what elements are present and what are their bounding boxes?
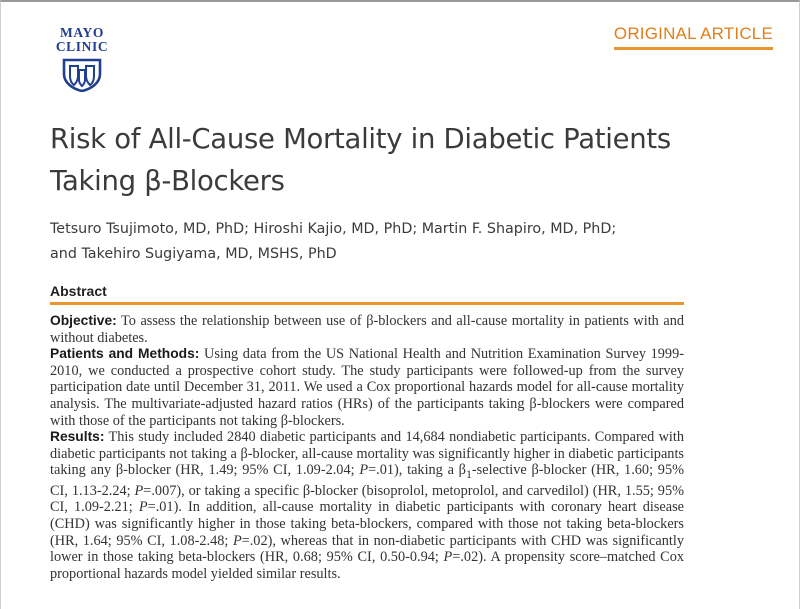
logo-text-line1: MAYO	[60, 25, 104, 40]
article-type-label: ORIGINAL ARTICLE	[614, 24, 773, 50]
methods-text: Using data from the US National Health and Nutrition Examination Survey 1999-2010, we conducted a prospective cohort study. The study participants were followed-up from the survey participation date until December 31, 2011. We used a Cox proportional hazards model for all-cause mortality analysis. The multivariate-adjusted hazard ratios (HRs) of the participants taking β-blockers were compared with those of the participants not taking β-blockers.	[50, 346, 684, 429]
author-line2: and Takehiro Sugiyama, MD, MSHS, PhD	[50, 246, 337, 262]
mayo-three-shields-icon	[61, 58, 103, 92]
abstract-methods	[50, 346, 684, 429]
results-text-1: This study included 2840 diabetic participants and 14,684 nondiabetic participants. Compared with diabetic participants not taking a β-blocker, all-cause mortality was significantly higher in diabetic participants taking any β-blocker (HR, 1.49; 95% CI, 1.09-2.04;	[50, 429, 684, 479]
methods-label: Patients and Methods:	[50, 346, 200, 362]
logo-text-line2: CLINIC	[55, 39, 109, 54]
results-p-2: P	[134, 482, 144, 499]
article-title-line2: Taking β-Blockers	[50, 165, 285, 197]
results-text-6: =.02), whereas that in non-diabetic participants with CHD was significantly lower in those taking beta-blockers (HR, 0.68; 95% CI, 0.50-0.94;	[50, 532, 684, 566]
results-subscript: 1	[465, 467, 472, 482]
author-line1: Tetsuro Tsujimoto, MD, PhD; Hiroshi Kajio, MD, PhD; Martin F. Shapiro, MD, PhD;	[50, 221, 617, 237]
abstract-heading: Abstract	[50, 283, 107, 299]
results-text-3: -selective β-blocker (HR, 1.60; 95% CI, 1.13-2.24;	[50, 462, 684, 499]
journal-logo	[51, 26, 113, 92]
results-p-5: P	[443, 549, 453, 566]
results-text-4: =.007), or taking a specific β-blocker (bisoprolol, metoprolol, and carvedilol) (HR, 1.55; 95% CI, 1.09-2.21;	[50, 482, 684, 516]
results-text-2: =.01), taking a β	[368, 462, 466, 479]
results-p-1: P	[359, 462, 369, 479]
article-title-line1: Risk of All-Cause Mortality in Diabetic Patients	[50, 123, 671, 155]
results-p-4: P	[232, 532, 242, 549]
objective-label: Objective:	[50, 313, 117, 328]
results-text-7: =.02). A propensity score–matched Cox proportional hazards model yielded similar results.	[50, 549, 684, 582]
abstract-objective	[50, 313, 684, 346]
results-p-3: P	[138, 499, 148, 516]
abstract-divider	[50, 302, 684, 305]
objective-text: To assess the relationship between use of β-blockers and all-cause mortality in patients with and without diabetes.	[50, 313, 684, 346]
results-text-5: =.01). In addition, all-cause mortality in diabetic participants with coronary heart disease (CHD) was significantly higher in those taking beta-blockers, compared with those not taking beta-blockers (HR, 1.64; 95% CI, 1.08-2.48;	[50, 499, 684, 549]
author-list	[50, 217, 770, 267]
article-title	[50, 118, 750, 202]
abstract-results	[50, 429, 684, 582]
results-label: Results:	[50, 429, 105, 445]
abstract-body	[50, 313, 684, 582]
